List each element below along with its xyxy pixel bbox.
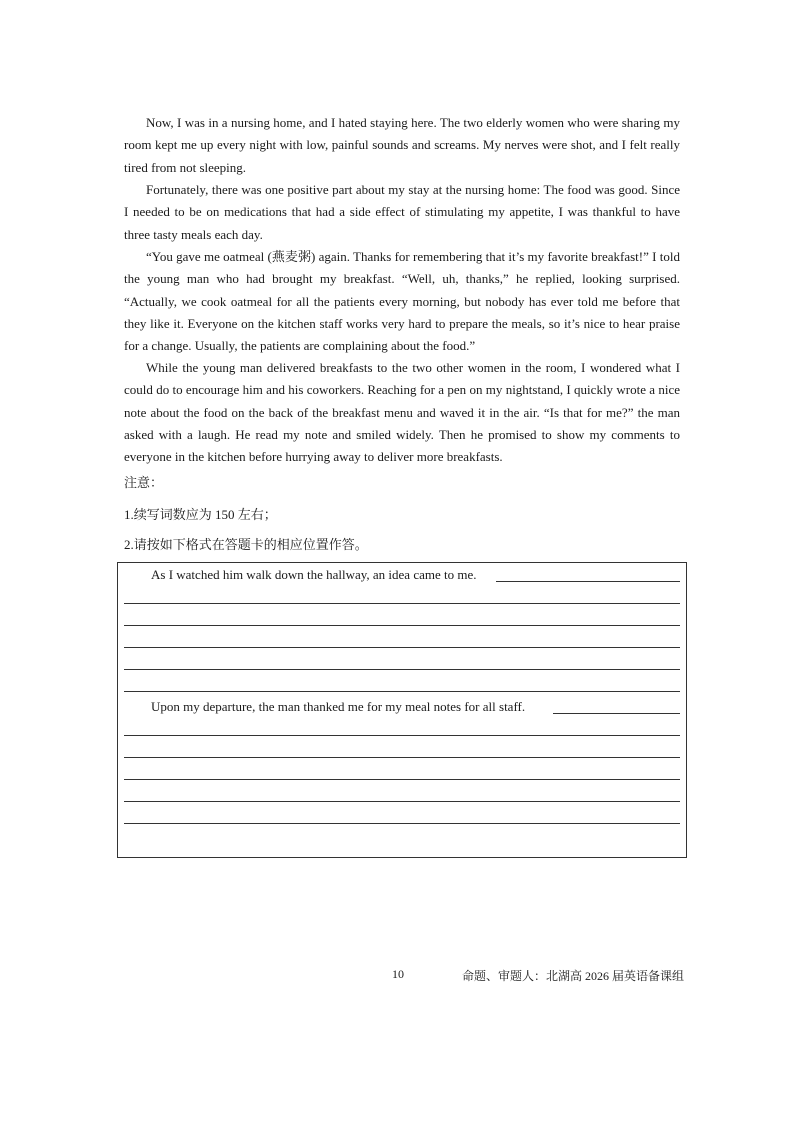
- notes-heading: 注意：: [124, 475, 164, 490]
- writing-line[interactable]: [124, 801, 680, 802]
- writing-line[interactable]: [124, 669, 680, 670]
- story-paragraph-1: Now, I was in a nursing home, and I hated staying here. The two elderly women who were sharing my room kept me up every night with low, painful sounds and screams. My nerves were shot, and I felt really tired from not sleeping.: [124, 115, 680, 175]
- prompt-second-paragraph: Upon my departure, the man thanked me for my meal notes for all staff.: [151, 699, 526, 714]
- writing-line[interactable]: [124, 823, 680, 824]
- notes-item-format: 2.请按如下格式在答题卡的相应位置作答。: [124, 537, 368, 552]
- writing-line[interactable]: [553, 713, 680, 714]
- writing-line[interactable]: [124, 779, 680, 780]
- story-paragraph-2: Fortunately, there was one positive part about my stay at the nursing home: The food was good. Since I needed to be on medications that had a side effect of stimulating my appetite, I was thankful to have three tasty meals each day.: [124, 182, 680, 242]
- notes-item-word-count: 1.续写词数应为 150 左右；: [124, 507, 277, 522]
- writing-line[interactable]: [496, 581, 680, 582]
- footer-credit: 命题、审题人：北湖高 2026 届英语备课组: [462, 969, 685, 983]
- story-paragraph-4: While the young man delivered breakfasts to the two other women in the room, I wondered what I could do to encourage him and his coworkers. Reaching for a pen on my nightstand, I quickly wrote a nice note about the food on the back of the breakfast menu and waved it in the air. “Is that for me?” the man asked with a laugh. He read my note and smiled widely. Then he promised to show my comments to everyone in the kitchen before hurrying away to deliver more breakfasts.: [124, 360, 680, 465]
- prompt-first-paragraph: As I watched him walk down the hallway, an idea came to me.: [151, 567, 477, 582]
- writing-line[interactable]: [124, 625, 680, 626]
- writing-line[interactable]: [124, 691, 680, 692]
- writing-line[interactable]: [124, 647, 680, 648]
- page-number: 10: [392, 967, 404, 981]
- writing-line[interactable]: [124, 603, 680, 604]
- story-paragraph-3: “You gave me oatmeal (燕麦粥) again. Thanks for remembering that it’s my favorite breakfast!” I told the young man who had brought my breakfast. “Well, uh, thanks,” he replied, looking surprised. “Actually, we cook oatmeal for all the patients every morning, but nobody has ever told me before that they like it. Everyone on the kitchen staff works very hard to prepare the meals, so it’s nice to hear praise for a change. Usually, the patients are complaining about the food.”: [124, 249, 680, 354]
- writing-line[interactable]: [124, 757, 680, 758]
- writing-line[interactable]: [124, 735, 680, 736]
